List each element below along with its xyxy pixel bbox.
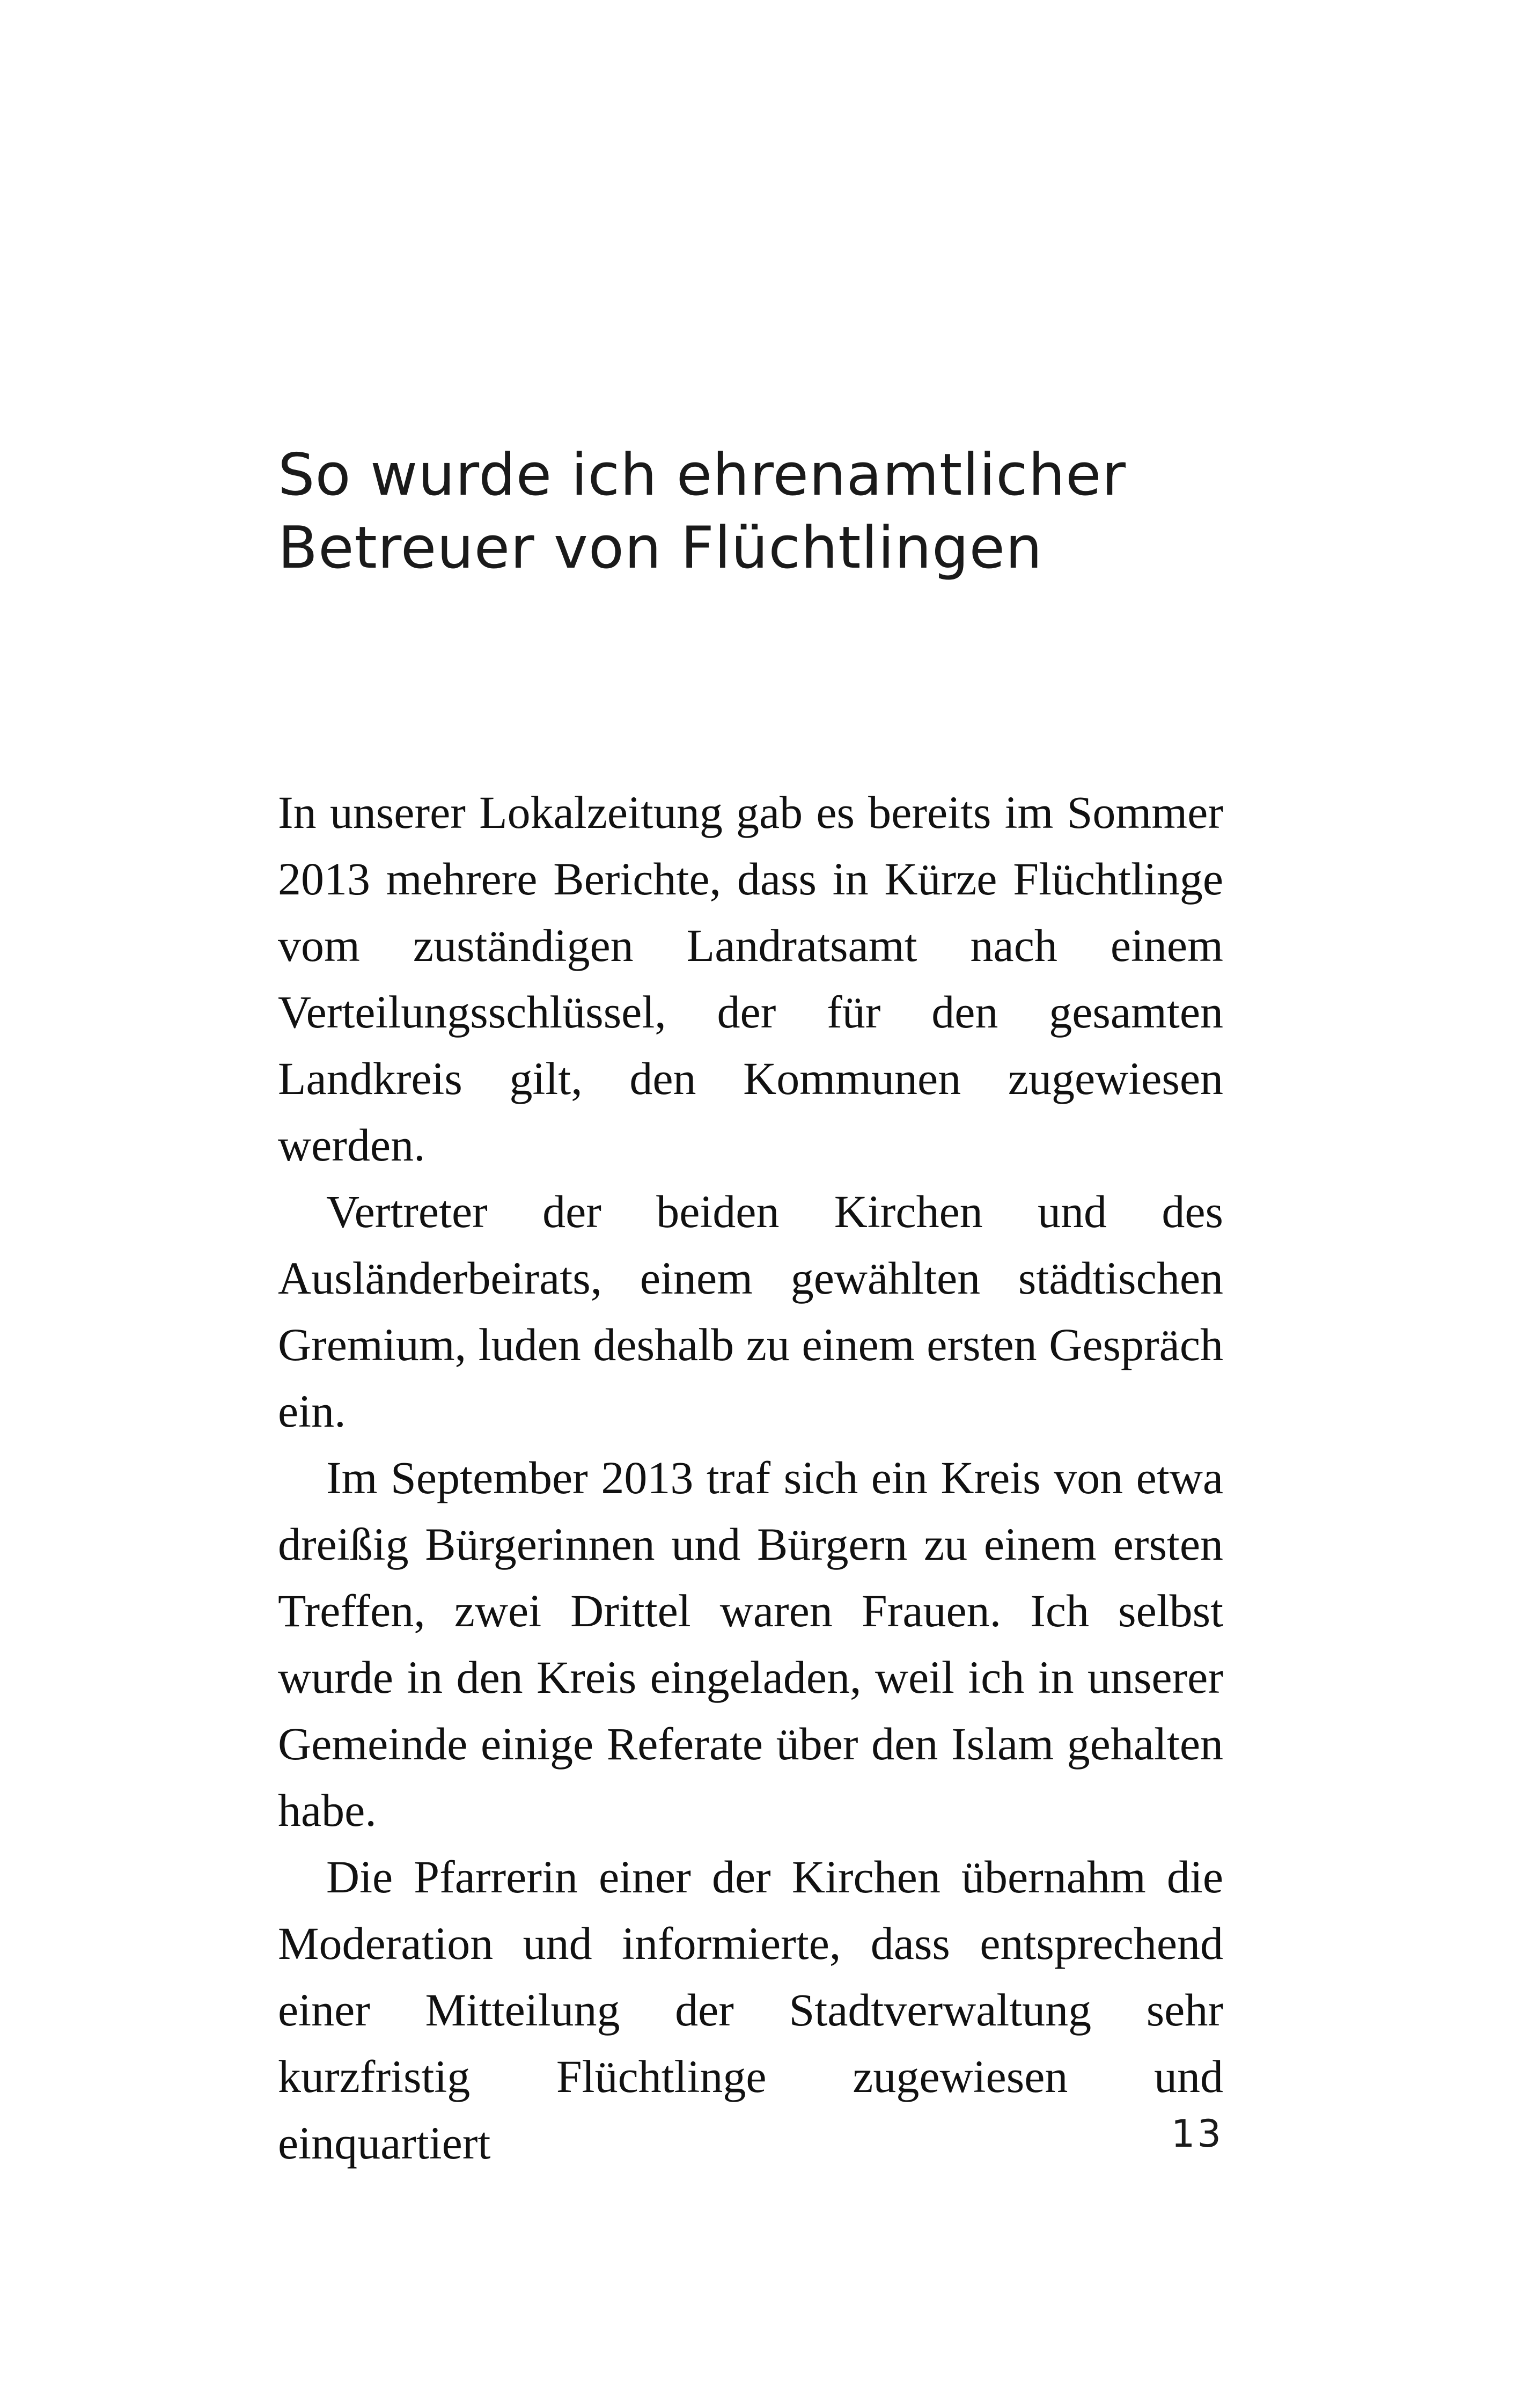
page-number: 13 (1171, 2112, 1223, 2156)
chapter-title-line-2: Betreuer von Flüchtlingen (278, 515, 1043, 582)
paragraph-1: In unserer Lokalzeitung gab es bereits im Sommer 2013 mehrere Berichte, dass in Kürze Flüchtlinge vom zuständigen Landratsamt nach einem Verteilungsschlüssel, der für den gesamten Landkreis gilt, den Kommunen zugewiesen werden. (278, 787, 1223, 1171)
paragraph-2: Vertreter der beiden Kirchen und des Ausländerbeirats, einem gewählten städtischen Gremium, luden deshalb zu einem ersten Gespräch ein. (278, 1186, 1223, 1437)
chapter-title-line-1: So wurde ich ehrenamtlicher (278, 442, 1126, 509)
paragraph-4: Die Pfarrerin einer der Kirchen übernahm die Moderation und informierte, dass entsprechend einer Mitteilung der Stadtverwaltung sehr kurzfristig Flüchtlinge zugewiesen und einquartiert (278, 1851, 1223, 2169)
body-text (278, 779, 1223, 2176)
chapter-title (278, 439, 1297, 585)
paragraph-3: Im September 2013 traf sich ein Kreis von etwa dreißig Bürgerinnen und Bürgern zu einem ersten Treffen, zwei Drittel waren Frauen. Ich selbst wurde in den Kreis eingeladen, weil ich in unserer Gemeinde einige Referate über den Islam gehalten habe. (278, 1452, 1223, 1836)
